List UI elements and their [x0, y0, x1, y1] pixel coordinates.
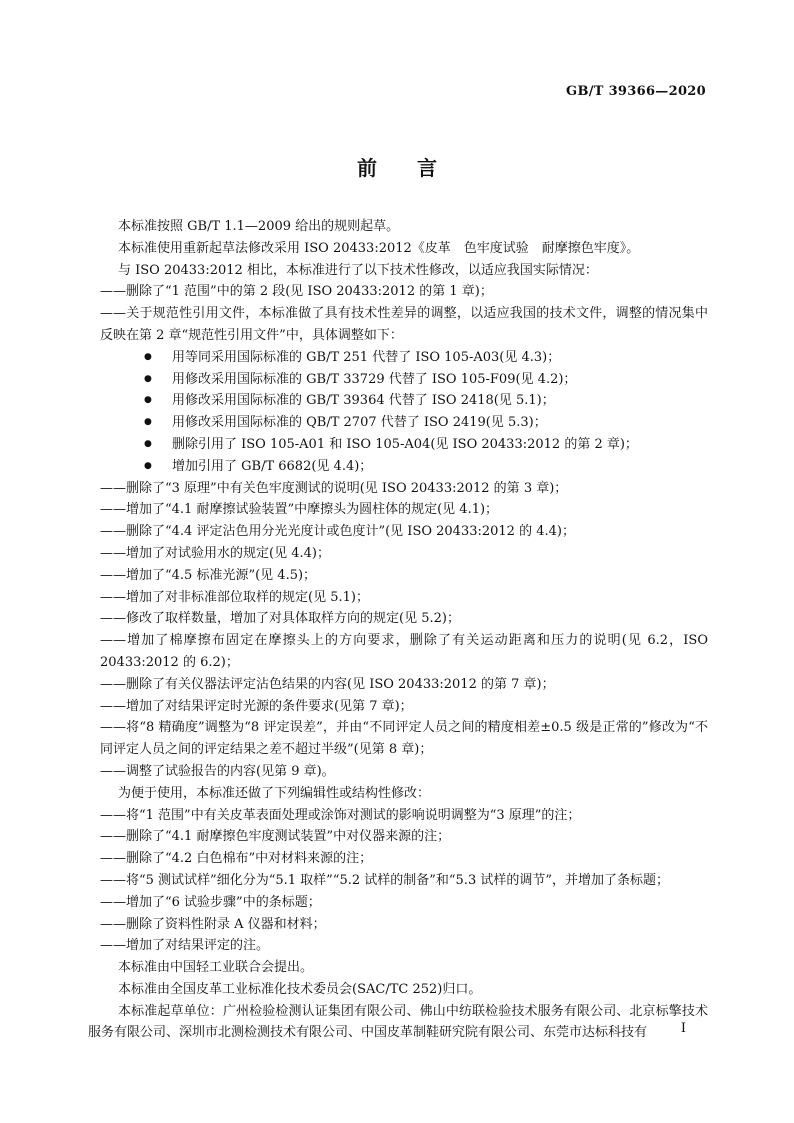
dash-item: ——增加了棉摩擦布固定在摩擦头上的方向要求，删除了有关运动距离和压力的说明(见 6.2，ISO 20433:2012 的 6.2)；: [100, 633, 708, 670]
bullet-text: 用修改采用国际标准的 GB/T 33729 代替了 ISO 105-F09(见 4.2)；: [172, 371, 577, 387]
dash-item: ——将“5 测试试样”细化分为“5.1 取样”“5.2 试样的制备”和“5.3 试样的调节”，并增加了条标题；: [100, 872, 669, 888]
dash-item: ——增加了对试验用水的规定(见 4.4)；: [100, 545, 330, 561]
bullet-text: 增加引用了 GB/T 6682(见 4.4)；: [172, 458, 373, 474]
standard-number: GB/T 39366—2020: [566, 84, 706, 99]
dash-item: ——将“1 范围”中有关皮革表面处理或涂饰对测试的影响说明调整为“3 原理”的注；: [100, 807, 581, 823]
dash-item: ——增加了“6 试验步骤”中的条标题；: [100, 894, 321, 910]
dash-item: ——删除了有关仪器法评定沾色结果的内容(见 ISO 20433:2012 的第 7 章)；: [100, 676, 555, 692]
bullet-text: 用修改采用国际标准的 GB/T 39364 代替了 ISO 2418(见 5.1)；: [172, 393, 555, 409]
bullet-text: 删除引用了 ISO 105-A01 和 ISO 105-A04(见 ISO 20433:2012 的第 2 章)；: [172, 436, 638, 452]
dash-item: ——增加了对结果评定的注。: [100, 938, 270, 954]
dash-item: ——删除了“1 范围”中的第 2 段(见 ISO 20433:2012 的第 1 章)；: [100, 284, 493, 300]
paragraph: 本标准由中国轻工业联合会提出。: [118, 960, 314, 976]
dash-item: ——删除了“4.4 评定沾色用分光光度计或色度计”(见 ISO 20433:2012 的 4.4)；: [100, 524, 575, 540]
dash-item: ——删除了“3 原理”中有关色牢度测试的说明(见 ISO 20433:2012 的第 3 章)；: [100, 480, 568, 496]
bullet-item: [118, 434, 708, 456]
paragraph: 与 ISO 20433:2012 相比，本标准进行了以下技术性修改，以适应我国实际情况：: [118, 262, 598, 278]
paragraph: 本标准使用重新起草法修改采用 ISO 20433:2012《皮革 色牢度试验 耐摩擦色牢度》。: [118, 240, 640, 256]
bullet-item: [118, 369, 708, 391]
bullet-text: 用修改采用国际标准的 QB/T 2707 代替了 ISO 2419(见 5.3)；: [172, 415, 547, 431]
paragraph: 为便于使用，本标准还做了下列编辑性或结构性修改：: [118, 785, 431, 801]
dash-item: ——增加了对非标准部位取样的规定(见 5.1)；: [100, 589, 369, 605]
page-title: 前言: [357, 156, 477, 180]
dash-item: ——增加了“4.5 标准光源”(见 4.5)；: [100, 567, 317, 583]
dash-item: ——修改了取样数量，增加了对具体取样方向的规定(见 5.2)；: [100, 611, 460, 627]
dash-item: ——调整了试验报告的内容(见第 9 章)。: [100, 763, 335, 779]
dash-item: ——增加了对结果评定时光源的条件要求(见第 7 章)；: [100, 698, 413, 714]
page-number: I: [680, 1021, 686, 1036]
document-body: [88, 216, 708, 1044]
bullet-item: [118, 347, 708, 369]
paragraph: 本标准起草单位：广州检验检测认证集团有限公司、佛山中纺联检验技术服务有限公司、北京标擎技术服务有限公司、深圳市北测检测技术有限公司、中国皮革制鞋研究院有限公司、东莞市达标科技有: [88, 1003, 708, 1041]
paragraph: 本标准按照 GB/T 1.1—2009 给出的规则起草。: [118, 219, 400, 234]
dash-item: ——增加了“4.1 耐摩擦试验装置”中摩擦头为圆柱体的规定(见 4.1)；: [100, 502, 499, 518]
dash-item: ——删除了“4.2 白色棉布”中对材料来源的注；: [100, 851, 373, 867]
dash-item: ——删除了“4.1 耐摩擦色牢度测试装置”中对仪器来源的注；: [100, 829, 451, 845]
paragraph: 本标准由全国皮革工业标准化技术委员会(SAC/TC 252)归口。: [118, 981, 482, 997]
dash-item: ——将“8 精确度”调整为“8 评定误差”，并由“不同评定人员之间的精度相差±0.5 级是正常的”修改为“不同评定人员之间的评定结果之差不超过半级”(见第 8 章)；: [100, 720, 708, 758]
bullet-item: [118, 390, 708, 412]
bullet-item: [118, 456, 708, 478]
bullet-item: [118, 412, 708, 434]
dash-item: ——删除了资料性附录 A 仪器和材料；: [100, 916, 326, 932]
bullet-text: 用等同采用国际标准的 GB/T 251 代替了 ISO 105-A03(见 4.3)；: [172, 349, 561, 365]
dash-item: ——关于规范性引用文件，本标准做了具有技术性差异的调整，以适应我国的技术文件，调整的情况集中反映在第 2 章“规范性引用文件”中，具体调整如下：: [100, 306, 708, 343]
